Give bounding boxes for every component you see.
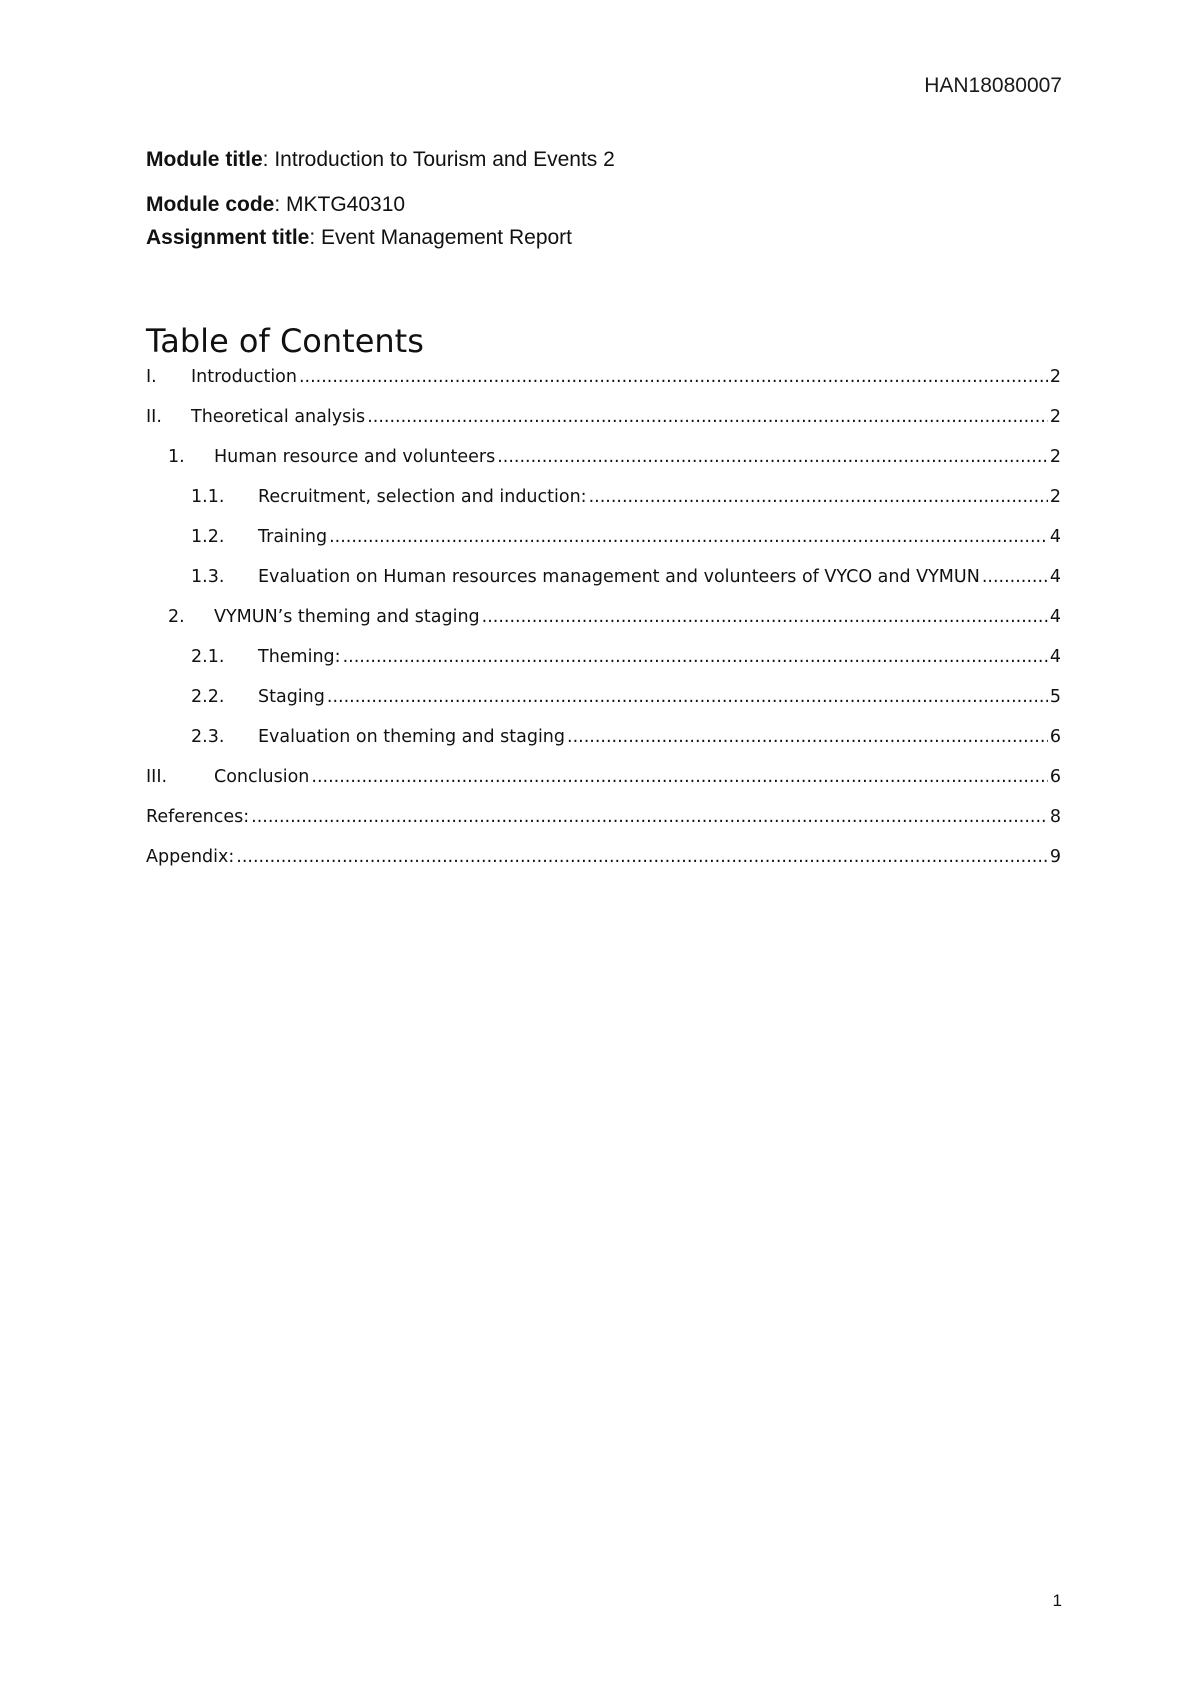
toc-entry-page: 6 (1049, 727, 1061, 747)
assignment-title-label: Assignment title (146, 226, 310, 249)
toc-entry-title: Evaluation on Human resources management and volunteers of VYCO and VYMUN (258, 567, 980, 587)
toc-entry-conclusion[interactable] (146, 767, 1061, 807)
toc-leader-dots (367, 407, 1048, 427)
module-title-label: Module title (146, 148, 263, 171)
module-code-value: : MKTG40310 (274, 193, 406, 216)
toc-entry-number: 1.2. (191, 527, 225, 547)
toc-entry-title: Appendix: (146, 847, 235, 867)
toc-entry-page: 6 (1049, 767, 1061, 787)
table-of-contents (146, 367, 1061, 887)
toc-leader-dots (343, 647, 1048, 667)
toc-entry-number: 2. (168, 607, 185, 627)
toc-leader-dots (482, 607, 1048, 627)
toc-entry-page: 5 (1049, 687, 1061, 707)
toc-entry-title: Staging (258, 687, 325, 707)
toc-leader-dots (497, 447, 1048, 467)
toc-entry-title: Human resource and volunteers (214, 447, 496, 467)
toc-entry-page: 2 (1049, 487, 1061, 507)
toc-entry-number: 1.3. (191, 567, 225, 587)
toc-entry-number: 2.3. (191, 727, 225, 747)
page-number: 1 (1052, 1591, 1062, 1610)
toc-entry-evaluation-theming[interactable] (146, 727, 1061, 767)
toc-entry-theming-staging[interactable] (146, 607, 1061, 647)
toc-entry-references[interactable] (146, 807, 1061, 847)
toc-entry-page: 2 (1049, 407, 1061, 427)
toc-entry-page: 8 (1049, 807, 1061, 827)
toc-entry-recruitment[interactable] (146, 487, 1061, 527)
toc-heading: Table of Contents (146, 322, 424, 360)
toc-entry-training[interactable] (146, 527, 1061, 567)
toc-entry-human-resource[interactable] (146, 447, 1061, 487)
toc-leader-dots (251, 807, 1048, 827)
toc-entry-number: 2.1. (191, 647, 225, 667)
toc-entry-number: II. (146, 407, 162, 427)
toc-leader-dots (982, 567, 1048, 587)
toc-entry-staging[interactable] (146, 687, 1061, 727)
toc-entry-page: 4 (1049, 607, 1061, 627)
assignment-title-value: : Event Management Report (309, 226, 573, 249)
toc-entry-page: 4 (1049, 527, 1061, 547)
toc-entry-evaluation-hr[interactable] (146, 567, 1061, 607)
toc-leader-dots (299, 367, 1048, 387)
toc-entry-page: 9 (1049, 847, 1061, 867)
module-title-value: : Introduction to Tourism and Events 2 (262, 148, 615, 171)
toc-entry-title: Recruitment, selection and induction: (258, 487, 587, 507)
module-code-label: Module code (146, 193, 275, 216)
toc-entry-introduction[interactable] (146, 367, 1061, 407)
toc-leader-dots (311, 767, 1047, 787)
toc-entry-appendix[interactable] (146, 847, 1061, 887)
student-id-header: HAN18080007 (924, 74, 1062, 97)
toc-entry-title: Theoretical analysis (191, 407, 366, 427)
toc-entry-number: 2.2. (191, 687, 225, 707)
toc-leader-dots (236, 847, 1048, 867)
toc-entry-theming[interactable] (146, 647, 1061, 687)
toc-entry-number: 1.1. (191, 487, 225, 507)
toc-entry-title: References: (146, 807, 250, 827)
toc-entry-theoretical-analysis[interactable] (146, 407, 1061, 447)
toc-entry-title: Introduction (191, 367, 297, 387)
module-title-line (146, 148, 1066, 172)
toc-leader-dots (329, 527, 1048, 547)
toc-entry-title: Theming: (258, 647, 341, 667)
toc-entry-page: 4 (1049, 567, 1061, 587)
toc-leader-dots (567, 727, 1048, 747)
toc-entry-number: III. (146, 767, 168, 787)
toc-leader-dots (589, 487, 1048, 507)
toc-entry-page: 4 (1049, 647, 1061, 667)
toc-entry-title: Evaluation on theming and staging (258, 727, 566, 747)
toc-entry-number: 1. (168, 447, 185, 467)
toc-entry-title: Training (258, 527, 328, 547)
toc-leader-dots (327, 687, 1048, 707)
module-code-line (146, 193, 1066, 217)
toc-entry-page: 2 (1049, 367, 1061, 387)
toc-entry-number: I. (146, 367, 157, 387)
toc-entry-page: 2 (1049, 447, 1061, 467)
assignment-title-line (146, 226, 1066, 250)
toc-entry-title: VYMUN’s theming and staging (214, 607, 480, 627)
toc-entry-title: Conclusion (214, 767, 310, 787)
